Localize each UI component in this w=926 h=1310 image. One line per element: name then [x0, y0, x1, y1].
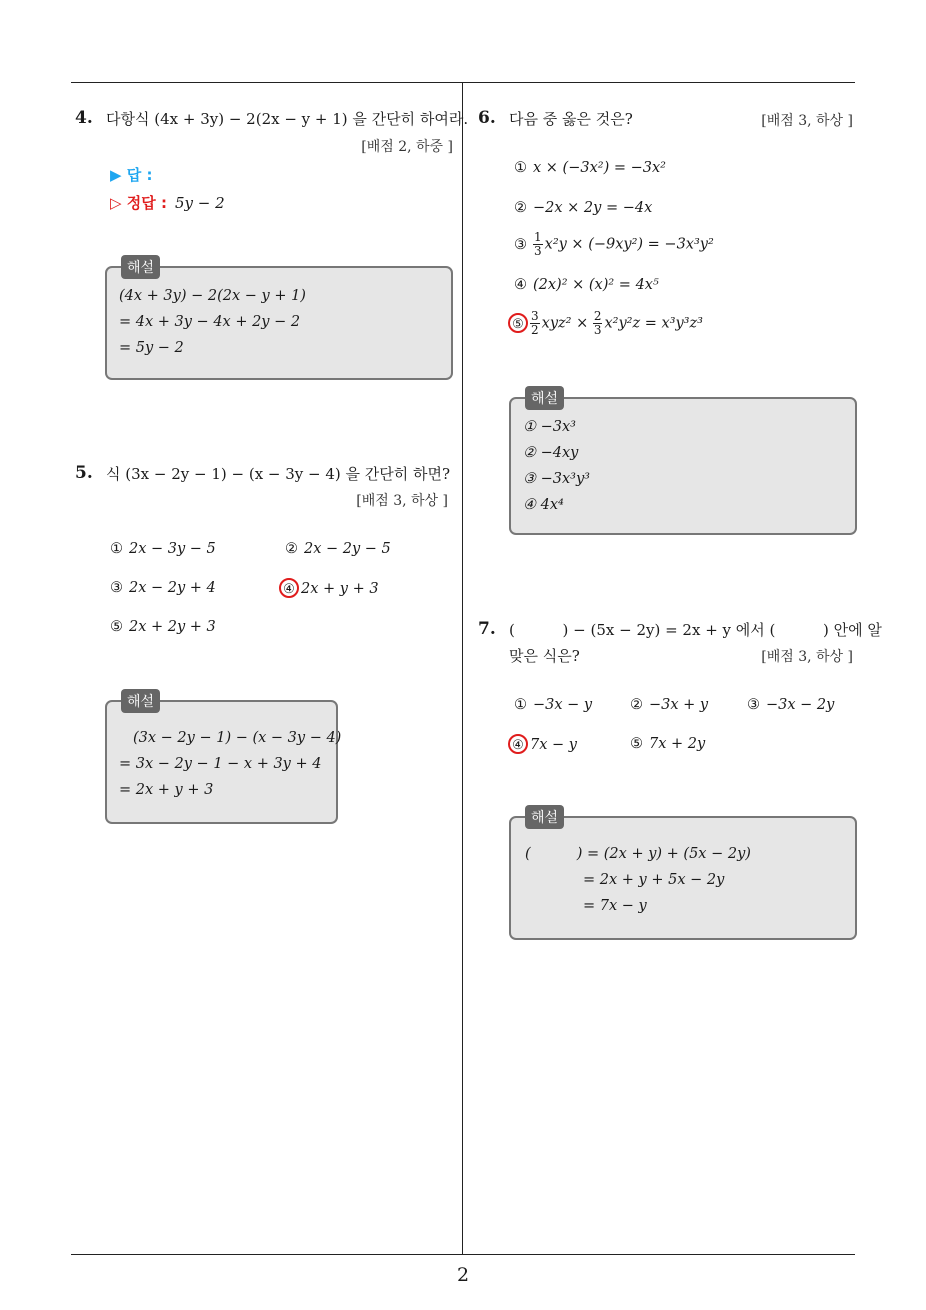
q5-option-1[interactable]: ① 2x − 3y − 5 [110, 541, 216, 557]
column-divider [462, 82, 463, 1254]
q5-number: 5. [75, 463, 93, 483]
q6-number: 6. [478, 108, 496, 128]
q4-number: 4. [75, 108, 93, 128]
q4-solution-line: = 4x + 3y − 4x + 2y − 2 [119, 314, 301, 330]
q7-option-5[interactable]: ⑤ 7x + 2y [630, 736, 706, 752]
q7-solution-line: = 7x − y [583, 898, 647, 914]
q7-points: [배점 3, 하상 ] [761, 649, 853, 665]
q7-solution-box [509, 810, 857, 940]
q4-answer-label: ▶ 답 : [110, 166, 153, 184]
q4-correct-value: 5y − 2 [174, 194, 225, 212]
q7-option-2[interactable]: ② −3x + y [630, 697, 709, 713]
page-number: 2 [456, 1264, 470, 1286]
q6-solution-line: ② −4xy [523, 445, 579, 461]
q4-points: [배점 2, 하중 ] [361, 139, 453, 155]
footer-rule [71, 1254, 855, 1255]
q4-solution-line: (4x + 3y) − 2(2x − y + 1) [119, 288, 306, 304]
q4-correct-answer [110, 192, 225, 213]
q6-points: [배점 3, 하상 ] [761, 113, 853, 129]
q5-solution-box [105, 694, 342, 824]
q7-option-4[interactable]: ④ 7x − y [512, 734, 577, 754]
q7-text-line2: 맞은 식은? [509, 647, 580, 665]
q5-option-4[interactable]: ④ 2x + y + 3 [283, 578, 379, 598]
q5-solution-line: = 2x + y + 3 [119, 782, 214, 798]
q4-solution-box [105, 260, 453, 380]
selected-circle-icon: ④ [508, 734, 528, 754]
q4-text: 다항식 (4x + 3y) − 2(2x − y + 1) 을 간단히 하여라. [106, 110, 469, 128]
selected-circle-icon: ④ [279, 578, 299, 598]
q7-option-1[interactable]: ① −3x − y [514, 697, 593, 713]
q7-solution-line: ( ) = (2x + y) + (5x − 2y) [525, 846, 751, 862]
q5-option-3[interactable]: ③ 2x − 2y + 4 [110, 580, 216, 596]
q6-option-3[interactable]: ③ $\frac{1}{3}$ x²y × (−9xy²) = −3x³y² [514, 230, 714, 258]
q4-correct-label: ▷ 정답 : [110, 194, 167, 212]
header-rule [71, 82, 855, 83]
q7-solution-tag: 해설 [525, 805, 564, 829]
q4-solution-tag: 해설 [121, 255, 160, 279]
q6-solution-tag: 해설 [525, 386, 564, 410]
q7-number: 7. [478, 619, 496, 639]
q5-option-5[interactable]: ⑤ 2x + 2y + 3 [110, 619, 216, 635]
q5-solution-line: (3x − 2y − 1) − (x − 3y − 4) [133, 730, 342, 746]
q5-option-2[interactable]: ② 2x − 2y − 5 [285, 541, 391, 557]
q5-solution-line: = 3x − 2y − 1 − x + 3y + 4 [119, 756, 322, 772]
q7-solution-line: = 2x + y + 5x − 2y [583, 872, 725, 888]
q6-solution-line: ④ 4x⁴ [523, 497, 564, 513]
q6-option-5[interactable]: ⑤ $\frac{3}{2}$ xyz² × $\frac{2}{3}$ x²y²z = x³y³z³ [512, 310, 703, 337]
q6-text: 다음 중 옳은 것은? [509, 110, 633, 128]
q6-option-4[interactable]: ④ (2x)² × (x)² = 4x⁵ [514, 277, 659, 293]
q6-solution-line: ① −3x³ [523, 419, 576, 435]
q6-option-1[interactable]: ① x × (−3x²) = −3x² [514, 160, 666, 176]
q6-solution-line: ③ −3x³y³ [523, 471, 590, 487]
q6-option-2[interactable]: ② −2x × 2y = −4x [514, 200, 653, 216]
selected-circle-icon: ⑤ [508, 313, 528, 333]
q7-text-line1: ( ) − (5x − 2y) = 2x + y 에서 ( ) 안에 알 [509, 621, 882, 639]
q7-option-3[interactable]: ③ −3x − 2y [747, 697, 835, 713]
q5-text: 식 (3x − 2y − 1) − (x − 3y − 4) 을 간단히 하면? [106, 465, 451, 483]
q5-solution-tag: 해설 [121, 689, 160, 713]
q5-points: [배점 3, 하상 ] [356, 493, 448, 509]
q4-solution-line: = 5y − 2 [119, 340, 184, 356]
q6-solution-box [509, 391, 857, 535]
